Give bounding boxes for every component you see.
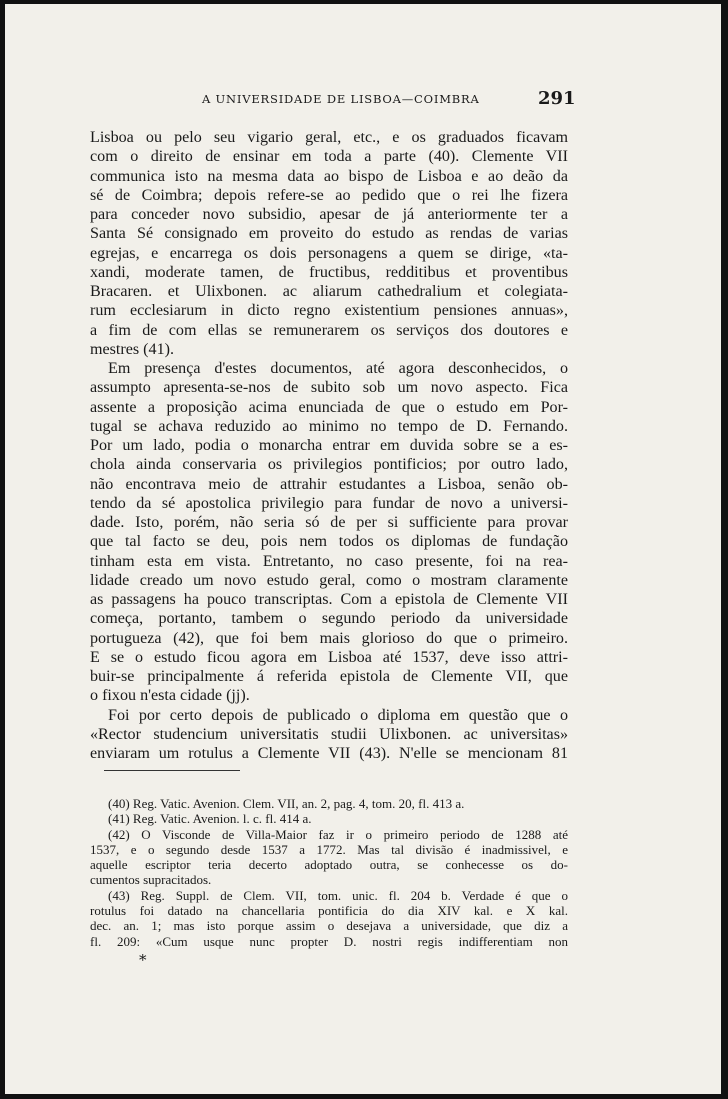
text-line: portugueza (42), que foi bem mais glorioso do que o primeiro. [90, 629, 568, 647]
text-line: começa, portanto, tambem o segundo periodo da universidade [90, 610, 568, 628]
paragraph-start: Em presença d'estes documentos, até agora desconhecidos, o [108, 360, 568, 377]
text-line: o fixou n'esta cidade (jj). [90, 687, 250, 705]
text-line: dade. Isto, porém, não seria só de per si sufficiente para provar [90, 514, 568, 531]
running-head: A UNIVERSIDADE DE LISBOA—COIMBRA [202, 92, 480, 106]
text-line: sé de Coimbra; depois refere-se ao pedido que o rei lhe fizera [90, 186, 568, 204]
footnote-line: fl. 209: «Cum usque nunc propter D. nostri regis indifferentiam non [90, 933, 568, 949]
text-line: buir-se principalmente á referida epistola de Clemente VII, que [90, 668, 568, 685]
footnote-line: 1537, e o segundo desde 1537 a 1772. Mas tal divisão é inadmissivel, e [90, 841, 568, 857]
text-line: communica isto na mesma data ao bispo de Lisboa e ao deão da [90, 167, 568, 185]
text-line: assente a proposição acima enunciada de que o estudo em Por- [90, 398, 568, 416]
footnotes [90, 796, 568, 949]
text-line: E se o estudo ficou agora em Lisboa até 1537, deve isso attri- [90, 648, 568, 666]
text-line: com o direito de ensinar em toda a parte (40). Clemente VII [90, 148, 568, 166]
text-line: Bracaren. et Ulixbonen. ac aliarum cathedralium et colegiata- [90, 283, 568, 300]
book-page [5, 4, 721, 1094]
text-line: não encontrava meio de attrahir estudantes a Lisboa, senão ob- [90, 475, 568, 493]
text-line: enviaram um rotulus a Clemente VII (43). N'elle se mencionam 81 [90, 745, 568, 762]
text-line: tugal se achava reduzido ao minimo no tempo de D. Fernando. [90, 417, 568, 435]
text-line: egrejas, e encarrega os dois personagens a quem se dirige, «ta- [90, 244, 568, 262]
footnote-line: rotulus foi datado na chancellaria pontificia do dia XIV kal. e X kal. [90, 903, 568, 919]
text-line: tinham esta em vista. Entretanto, no caso presente, foi na rea- [90, 552, 568, 570]
text-line: as passagens ha pouco transcriptas. Com a epistola de Clemente VII [90, 591, 568, 608]
signature-mark: * [139, 951, 147, 969]
footnote-line: (43) Reg. Suppl. de Clem. VII, tom. unic. fl. 204 b. Verdade é que o [108, 887, 568, 903]
text-line: mestres (41). [90, 340, 175, 358]
text-line: Lisboa ou pelo seu vigario geral, etc., e os graduados ficavam [90, 129, 568, 146]
footnote-line: dec. an. 1; mas isto porque assim o desejava a universidade, que diz a [90, 918, 568, 934]
text-line: lidade creado um novo estudo geral, como o mostram claramente [90, 571, 568, 589]
footnote-line: (42) O Visconde de Villa-Maior faz ir o primeiro periodo de 1288 até [108, 826, 568, 842]
footnote-line: cumentos supracitados. [90, 872, 212, 888]
footnote-line: aquelle escriptor teria decerto adoptado outra, se conhecesse os do- [90, 857, 568, 873]
main-text [90, 128, 568, 763]
text-line: assumpto apresenta-se-nos de subito sob um novo aspecto. Fica [90, 379, 568, 397]
text-line: que tal facto se deu, pois nem todos os diplomas de fundação [90, 533, 568, 551]
text-line: «Rector studencium universitatis studii Ulixbonen. ac universitas» [90, 725, 568, 743]
footnote-line: (41) Reg. Vatic. Avenion. l. c. fl. 414 a. [108, 811, 312, 827]
text-line: a fim de com ellas se remunerarem os serviços dos doutores e [90, 321, 568, 339]
text-line: chola ainda conservaria os privilegios pontificios; por outro lado, [90, 456, 568, 474]
page-number: 291 [538, 88, 576, 109]
text-line: xandi, moderate tamen, de fructibus, redditibus et proventibus [90, 263, 568, 281]
text-line: rum ecclesiarum in dicto regno existentium pensiones annuas», [90, 302, 568, 320]
text-line: para conceder novo subsidio, apesar de já anteriormente ter a [90, 206, 568, 223]
page-header [5, 88, 721, 110]
paragraph-start: Foi por certo depois de publicado o diploma em questão que o [108, 706, 568, 724]
text-line: Santa Sé consignado em proveito do estudo as rendas de varias [90, 225, 568, 243]
footnote-line: (40) Reg. Vatic. Avenion. Clem. VII, an. 2, pag. 4, tom. 20, fl. 413 a. [108, 796, 465, 811]
text-line: Por um lado, podia o monarcha entrar em duvida sobre se a es- [90, 437, 568, 454]
text-line: tendo da sé apostolica privilegio para fundar de novo a universi- [90, 494, 568, 512]
footnote-divider [104, 770, 240, 771]
